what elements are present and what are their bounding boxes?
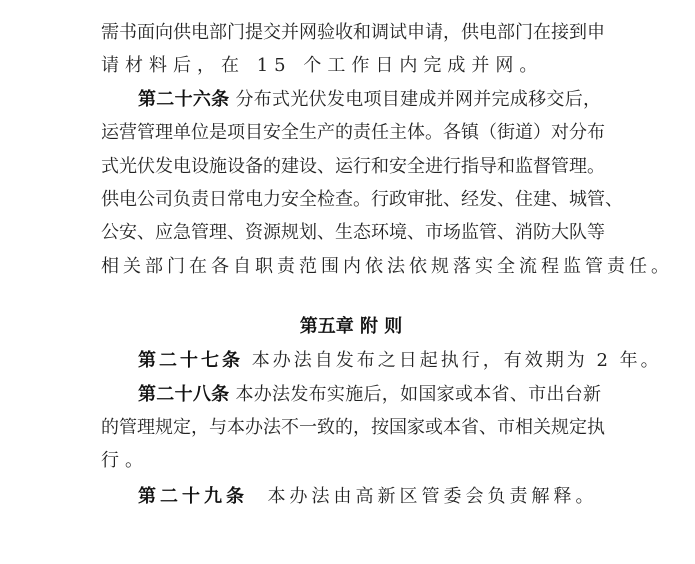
text-line: 公安、应急管理、资源规划、生态环境、市场监管、消防大队等 [101, 222, 605, 244]
article-26-line [101, 83, 601, 116]
text-line: 供电公司负责日常电力安全检查。行政审批、经发、住建、城管、 [101, 188, 623, 210]
text: 本办法由高新区管委会负责解释。 [267, 485, 598, 507]
article-number: 第二十八条 [138, 383, 230, 405]
article-29-line [101, 480, 601, 513]
text-line: 需书面向供电部门提交并网验收和调试申请，供电部门在接到申 [101, 22, 605, 43]
text-line: 请材料后，在 15 个工作日内完成并网。 [101, 55, 544, 77]
text-line: 行。 [101, 450, 149, 472]
text-line: 相关部门在各自职责范围内依法依规落实全流程监管责任。 [101, 255, 673, 277]
article-number: 第二十九条 [138, 485, 248, 507]
chapter-heading: 第五章 附 则 [299, 316, 403, 338]
text: 本办法自发布之日起执行，有效期为 2 年。 [251, 350, 662, 372]
document-page [101, 16, 673, 513]
text-line: 的管理规定，与本办法不一致的，按国家或本省、市相关规定执 [101, 416, 605, 438]
text: 本办法发布实施后，如国家或本省、市出台新 [235, 383, 601, 405]
article-28-line [101, 378, 601, 411]
text-line: 运营管理单位是项目安全生产的责任主体。各镇（街道）对分布 [101, 122, 605, 144]
article-27-line [101, 344, 662, 377]
text: 分布式光伏发电项目建成并网并完成移交后， [235, 88, 601, 110]
article-number: 第二十六条 [138, 88, 230, 110]
text-line: 式光伏发电设施设备的建设、运行和安全进行指导和监督管理。 [101, 155, 605, 177]
article-number: 第二十七条 [138, 350, 243, 372]
